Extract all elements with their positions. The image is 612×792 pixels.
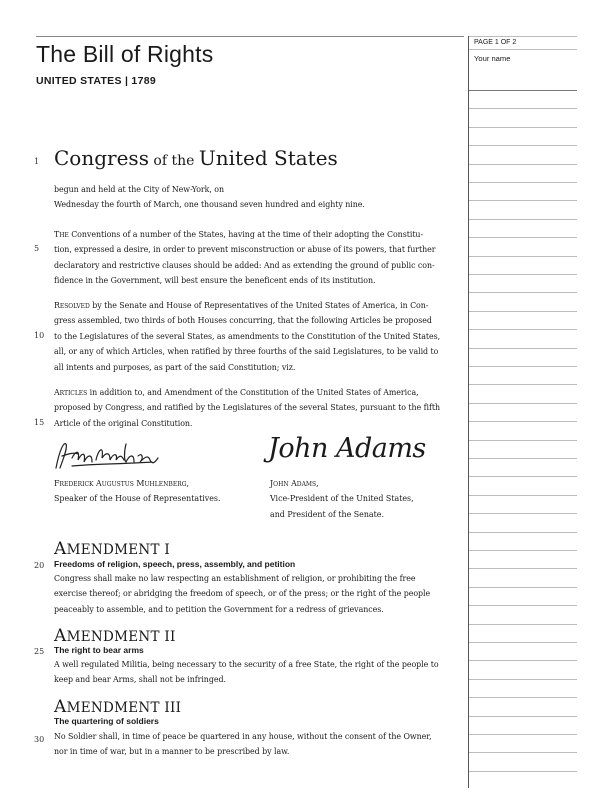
text-line: gress assembled, two thirds of both Houses concurring, that the following Articles be proposed [54, 316, 432, 326]
notes-rule [469, 550, 577, 551]
notes-rule [469, 329, 577, 330]
notes-rule [469, 440, 577, 441]
text-line: tion, expressed a desire, in order to prevent misconstruction or abuse of its powers, that further [54, 245, 436, 255]
notes-rule [469, 476, 577, 477]
text-line: keep and bear Arms, shall not be infringed. [54, 675, 226, 685]
text-line: fidence in the Government, will best ensure the beneficent ends of its institution. [54, 276, 376, 286]
notes-rule [469, 624, 577, 625]
notes-rule [469, 348, 577, 349]
notes-rule [469, 182, 577, 183]
line-number: 15 [34, 418, 45, 427]
page-subtitle: UNITED STATES | 1789 [36, 75, 156, 87]
notes-rule [469, 605, 577, 606]
text-line: Conventions of a number of the States, having at the time of their adopting the Constitu- [68, 230, 424, 239]
notes-rule [469, 697, 577, 698]
notes-column [468, 36, 577, 788]
text-line: to the Legislatures of the several States, as amendments to the Constitution of the United States, [54, 331, 441, 341]
line-number: 25 [34, 647, 45, 656]
notes-rule [469, 127, 577, 128]
notes-rule [469, 403, 577, 404]
line-number: 30 [34, 735, 45, 744]
intro-paragraph [54, 182, 454, 213]
heading-of-the: of the [148, 153, 199, 169]
notes-rule [469, 108, 577, 109]
signatory-muhlenberg [54, 476, 220, 507]
text-line: by the Senate and House of Representatives of the United States of America, in Con- [89, 301, 429, 310]
amendment-3-text [54, 729, 454, 760]
amendment-1-subtitle: Freedoms of religion, speech, press, assembly, and petition [54, 559, 296, 569]
amendment-2-subtitle: The right to bear arms [54, 645, 144, 655]
notes-rule [469, 421, 577, 422]
notes-rule [469, 587, 577, 588]
text-line: Article of the original Constitution. [54, 418, 193, 428]
page-label: PAGE 1 OF 2 [474, 39, 517, 46]
adams-signature: John Adams [268, 433, 426, 464]
text-line: No Soldier shall, in time of peace be quartered in any house, without the consent of the Owner, [54, 732, 432, 741]
signatory-adams [270, 476, 414, 522]
line-number: 20 [34, 561, 45, 570]
lead-word: The [54, 230, 69, 239]
text-line: all, or any of which Articles, when ratified by three fourths of the said Legislatures, to be valid to [54, 347, 439, 357]
text-line: Congress shall make no law respecting an establishment of religion, or prohibiting the free [54, 574, 416, 583]
notes-rule [469, 237, 577, 238]
notes-rule [469, 716, 577, 717]
text-line: Wednesday the fourth of March, one thousand seven hundred and eighty nine. [54, 200, 365, 210]
signatory-title: and President of the Senate. [270, 509, 384, 519]
text-line: peaceably to assemble, and to petition the Government for a redress of grievances. [54, 604, 384, 614]
notes-rule [469, 642, 577, 643]
resolved-paragraph [54, 298, 454, 375]
your-name-label: Your name [474, 54, 511, 63]
line-number: 5 [34, 244, 40, 253]
notes-rule [469, 292, 577, 293]
notes-rule [469, 752, 577, 753]
text-line: nor in time of war, but in a manner to be prescribed by law. [54, 747, 290, 757]
text-line: all intents and purposes, as part of the said Constitution; viz. [54, 362, 296, 372]
notes-rule [469, 49, 577, 50]
signatory-name: John Adams, [270, 479, 319, 488]
amendment-3-title: AMENDMENT III [54, 697, 182, 717]
articles-paragraph [54, 385, 454, 431]
amendment-2-text [54, 657, 454, 688]
notes-rule [469, 679, 577, 680]
text-line: proposed by Congress, and ratified by the Legislatures of the several States, pursuant to the fifth [54, 403, 440, 413]
text-line: A well regulated Militia, being necessary to the security of a free State, the right of the people to [54, 660, 439, 669]
notes-rule [469, 366, 577, 367]
notes-rule [469, 164, 577, 165]
notes-rule [469, 274, 577, 275]
notes-rule [469, 256, 577, 257]
notes-rule [469, 219, 577, 220]
text-line: begun and held at the City of New-York, on [54, 185, 225, 194]
notes-rule [469, 771, 577, 772]
line-number: 1 [34, 157, 40, 166]
amendment-1-text [54, 571, 454, 617]
heading-congress: Congress [54, 146, 149, 170]
page-title: The Bill of Rights [36, 41, 214, 67]
document-heading [54, 146, 338, 170]
notes-rule [469, 458, 577, 459]
notes-rule [469, 145, 577, 146]
notes-rule [469, 36, 577, 37]
notes-rule [469, 532, 577, 533]
text-line: exercise thereof; or abridging the freedom of speech, or of the press; or the right of the people [54, 589, 431, 599]
text-line: declaratory and restrictive clauses should be added: And as extending the ground of public con- [54, 260, 435, 270]
notes-rule [469, 90, 577, 91]
notes-rule [469, 513, 577, 514]
heading-united-states: United States [198, 146, 338, 170]
signatory-title: Speaker of the House of Representatives. [54, 494, 221, 504]
preamble-paragraph [54, 227, 454, 289]
amendment-3-subtitle: The quartering of soldiers [54, 716, 159, 726]
lead-word: Articles [54, 388, 88, 397]
top-rule [36, 36, 464, 37]
lead-word: Resolved [54, 301, 90, 310]
notes-rule [469, 311, 577, 312]
amendment-1-title: AMENDMENT I [54, 539, 171, 559]
muhlenberg-signature [52, 438, 162, 474]
notes-rule [469, 200, 577, 201]
notes-rule [469, 660, 577, 661]
signatory-title: Vice-President of the United States, [270, 494, 414, 504]
notes-rule [469, 734, 577, 735]
amendment-2-title: AMENDMENT II [54, 626, 176, 646]
notes-rule [469, 495, 577, 496]
text-line: in addition to, and Amendment of the Constitution of the United States of America, [87, 388, 419, 397]
signatory-name: Frederick Augustus Muhlenberg, [54, 479, 190, 488]
notes-rule [469, 568, 577, 569]
line-number: 10 [34, 331, 45, 340]
notes-rule [469, 384, 577, 385]
